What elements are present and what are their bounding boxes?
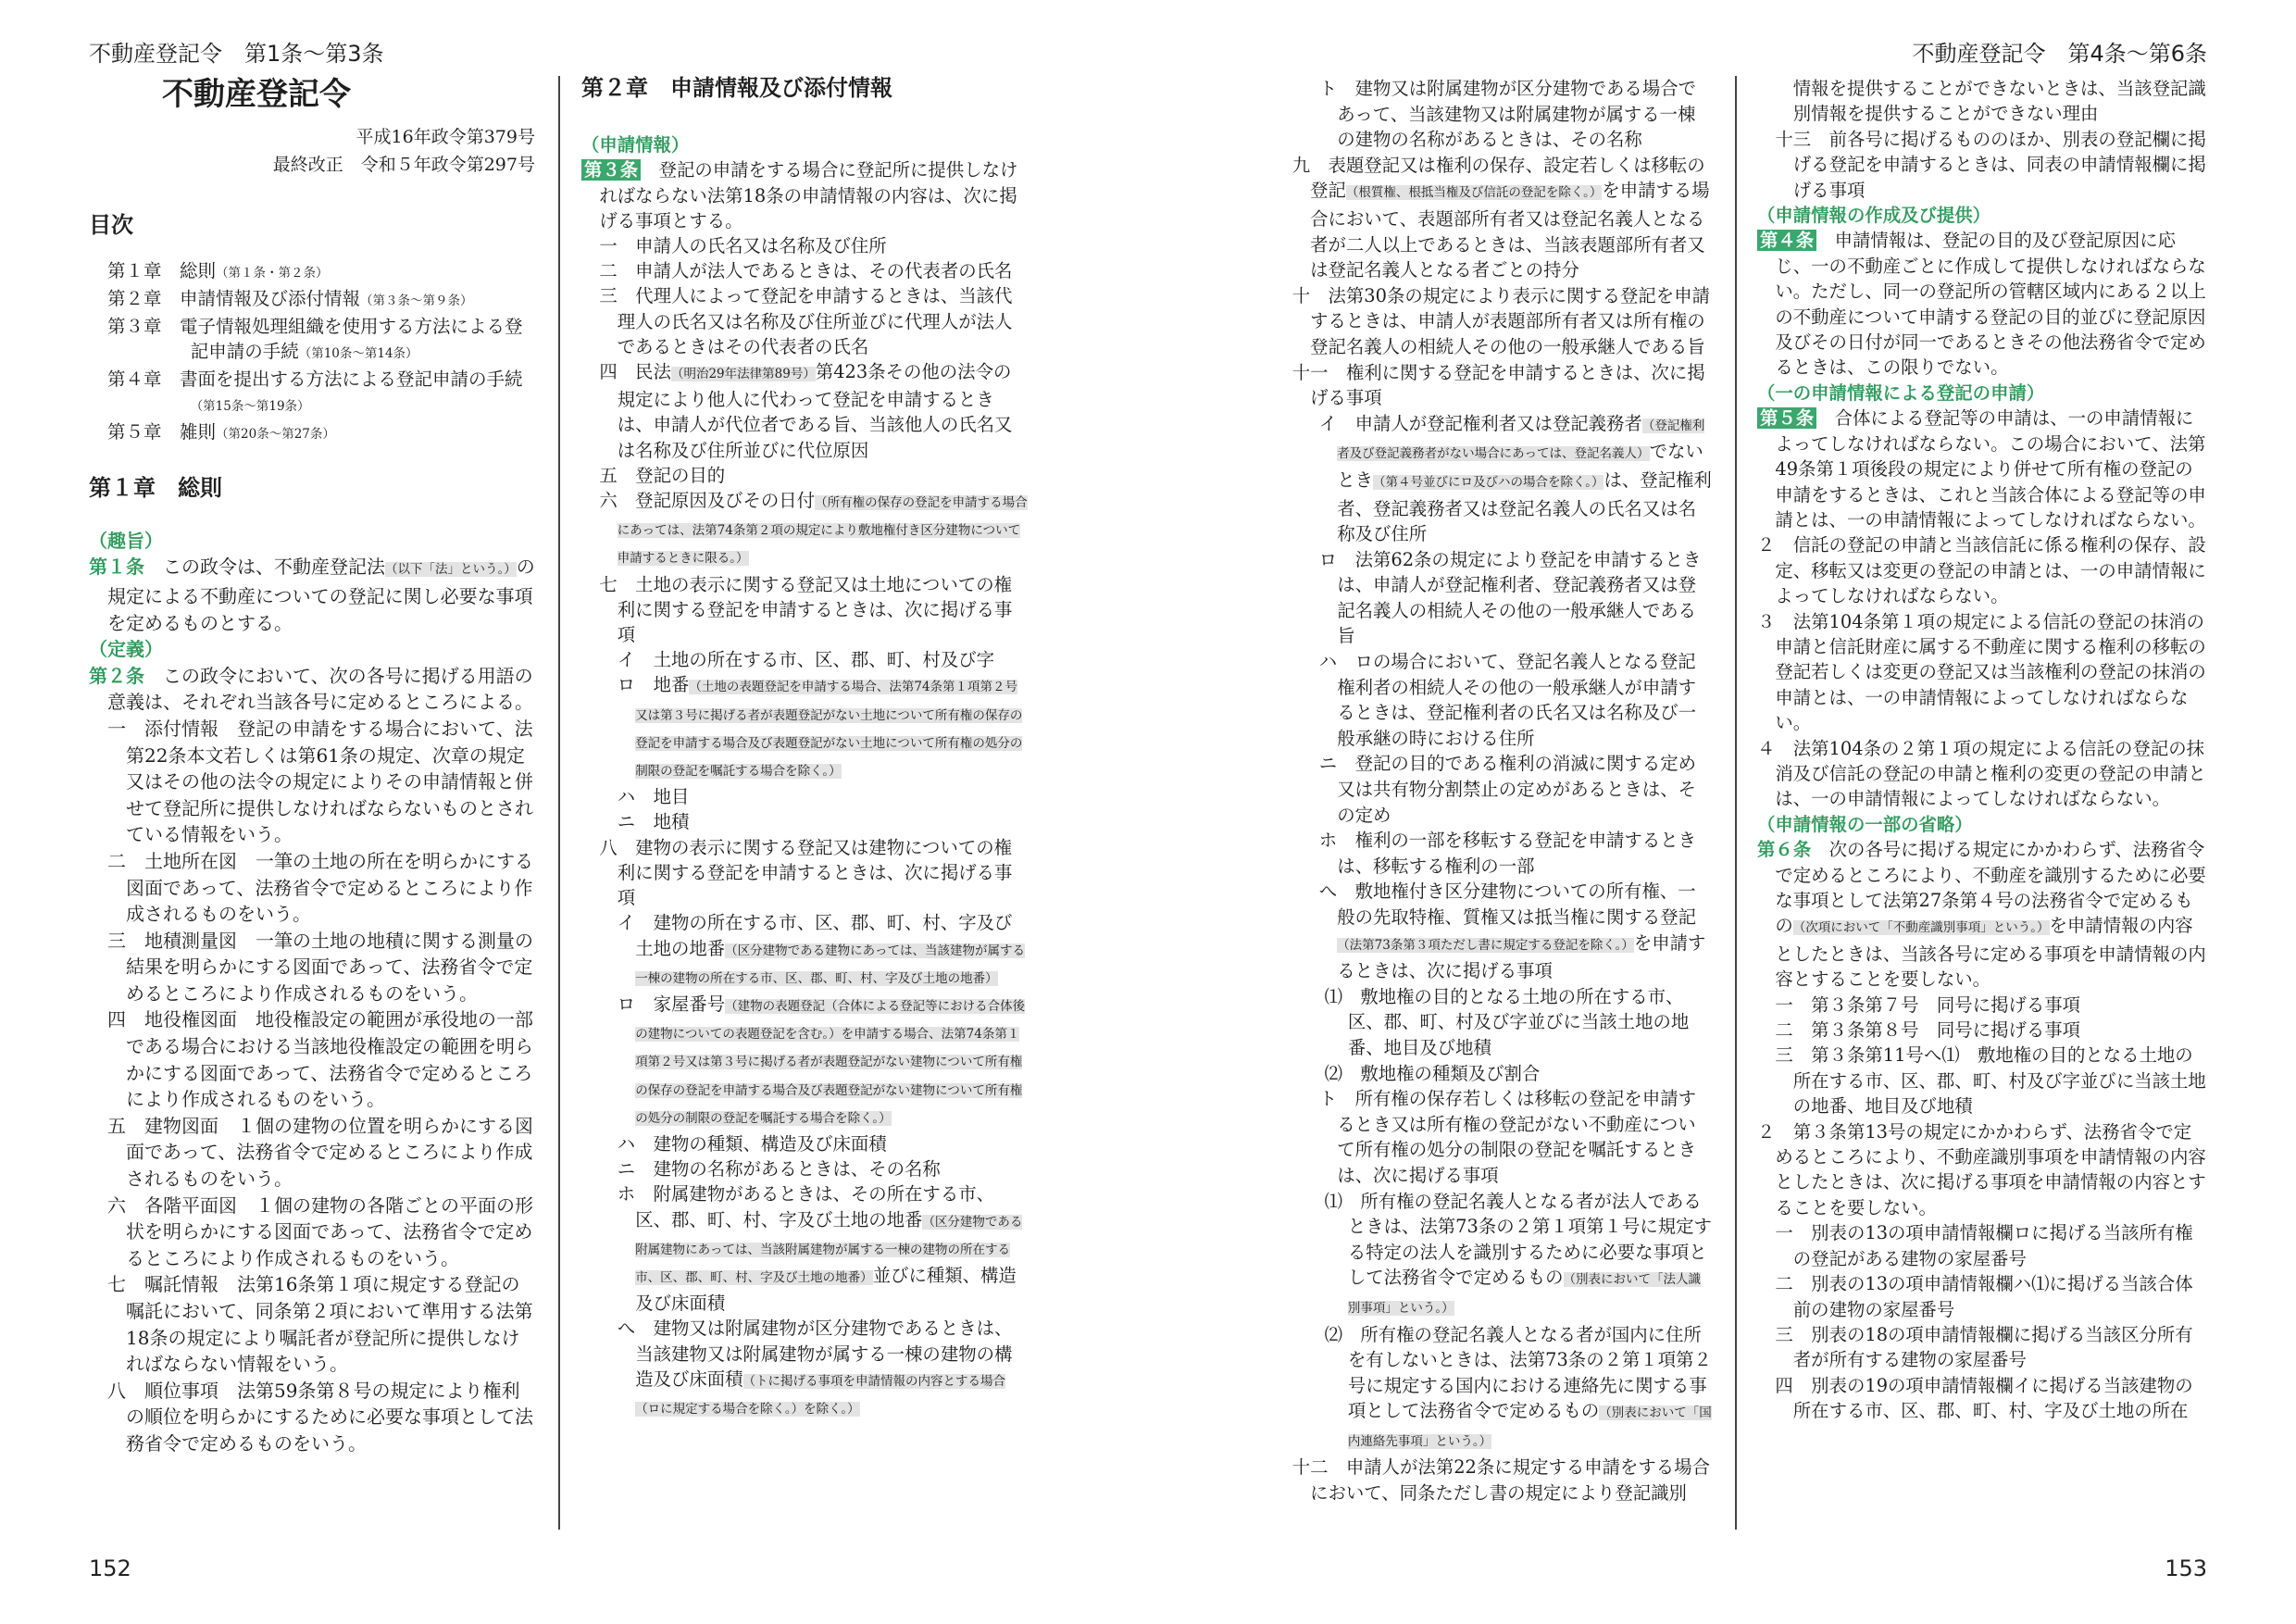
article-3: 第３条 登記の申請をする場合に登記所に提供しなければならない法第18条の申請情報の内容は、次に掲げる事項とする。 <box>581 157 1028 233</box>
paragraph: ３ 法第104条第１項の規定による信託の登記の抹消の申請と信託財産に属する不動産に関する権利の移転の登記若しくは変更の登記又は当該権利の登記の抹消の申請とは、一の申請情報によってしなければならない。 <box>1757 610 2206 734</box>
item: 九 表題登記又は権利の保存、設定若しくは移転の登記（根質権、根抵当権及び信託の登記を除く。）を申請する場合において、表題部所有者又は登記名義人となる者が二人以上であるときは、当該表題部所有者又は登記名義人となる者ごとの持分 <box>1292 154 1710 281</box>
sub-sub-item: ⑵ 所有権の登記名義人となる者が国内に住所を有しないときは、法第73条の２第１項第２号に規定する国内における連絡先に関する事項として法務省令で定めるもの（別表において「国内連絡先事項」という。） <box>1324 1323 1712 1449</box>
article-caption: （定義） <box>89 638 163 661</box>
sub-item: ホ 附属建物があるときは、その所在する市、区、郡、町、村、字及び土地の地番（区分建物である附属建物にあっては、当該附属建物が属する一棟の建物の所在する市、区、郡、町、村、字及び土地の地番）並びに種類、構造及び床面積 <box>617 1183 1023 1315</box>
sub-item: へ 敷地権付き区分建物についての所有権、一般の先取特権、質権又は抵当権に関する登記（法第73条第３項ただし書に規定する登記を除く。）を申請するときは、次に掲げる事項 <box>1318 881 1706 982</box>
definition-item: 二 土地所在図 一筆の土地の所在を明らかにする図面であって、法務省令で定めるところにより作成されるものをいう。 <box>107 849 533 926</box>
column-3 <box>1283 76 1713 1506</box>
article-2: 第２条 この政令において、次の各号に掲げる用語の意義は、それぞれ当該各号に定めるところによる。 <box>89 664 533 714</box>
item: 十二 申請人が法第22条に規定する申請をする場合において、同条ただし書の規定により登記識別 <box>1292 1456 1710 1505</box>
item: 六 登記原因及びその日付（所有権の保存の登記を申請する場合にあっては、法第74条第２項の規定により敷地権付き区分建物について申請するときに限る。） <box>599 490 1028 567</box>
item: 三 第３条第11号へ⑴ 敷地権の目的となる土地の所在する市、区、郡、町、村及び字並びに当該土地の地番、地目及び地積 <box>1775 1044 2206 1118</box>
item: 四 民法（明治29年法律第89号）第423条その他の法令の規定により他人に代わって登記を申請するときは、申請人が代位者である旨、当該他人の氏名又は名称及び住所並びに代位原因 <box>599 361 1013 461</box>
last-amendment: 最終改正 令和５年政令第297号 <box>272 154 535 175</box>
page-number-right: 153 <box>2165 1555 2207 1581</box>
column-2 <box>581 76 1028 1422</box>
item: 三 別表の18の項申請情報欄に掲げる当該区分所有者が所有する建物の家屋番号 <box>1775 1323 2193 1371</box>
table-of-contents <box>89 258 535 447</box>
article-4: 第４条 申請情報は、登記の目的及び登記原因に応じ、一の不動産ごとに作成して提供しなければならない。ただし、同一の登記所の管轄区域内にある２以上の不動産について申請する登記の目的並びに登記原因及びその日付が同一であるときその他法務省令で定めるときは、この限りでない。 <box>1757 228 2207 380</box>
article-number: 第１条 <box>89 556 144 579</box>
enactment-number: 平成16年政令第379号 <box>356 126 535 147</box>
sub-item: ニ 登記の目的である権利の消滅に関する定め又は共有物分割禁止の定めがあるときは、その定め <box>1318 753 1696 826</box>
sub-item: へ 建物又は附属建物が区分建物であるときは、当該建物又は附属建物が属する一棟の建物の構造及び床面積（トに掲げる事項を申請情報の内容とする場合（ロに規定する場合を除く。）を除く。） <box>617 1318 1013 1417</box>
enactment-meta <box>89 123 535 179</box>
definition-item: 三 地積測量図 一筆の土地の地積に関する測量の結果を明らかにする図面であって、法務省令で定めるところにより作成されるものをいう。 <box>107 929 533 1005</box>
sub-item: ロ 法第62条の規定により登記を申請するときは、申請人が登記権利者、登記義務者又は登記名義人の相続人その他の一般承継人である旨 <box>1318 548 1702 647</box>
toc-heading: 目次 <box>89 211 133 238</box>
sub-sub-item: ⑴ 所有権の登記名義人となる者が法人であるときは、法第73条の２第１項第１号に規定する特定の法人を識別するために必要な事項として法務省令で定めるもの（別表において「法人識別事項」という。） <box>1324 1190 1712 1316</box>
item: 一 別表の13の項申請情報欄ロに掲げる当該所有権の登記がある建物の家屋番号 <box>1775 1222 2193 1269</box>
column-divider-2 <box>1735 76 1737 1530</box>
item: 二 申請人が法人であるときは、その代表者の氏名 <box>599 260 1013 282</box>
sub-item: イ 土地の所在する市、区、郡、町、村及び字 <box>617 649 994 671</box>
sub-item: ニ 地積 <box>617 811 690 833</box>
item: 五 登記の目的 <box>599 464 726 486</box>
item: 十 法第30条の規定により表示に関する登記を申請するときは、申請人が表題部所有者又は所有権の登記名義人の相続人その他の一般承継人である旨 <box>1292 284 1710 357</box>
sub-item: ト 建物又は附属建物が区分建物である場合であって、当該建物又は附属建物が属する一棟の建物の名称があるときは、その名称 <box>1318 78 1696 151</box>
toc-item[interactable]: 第３章 電子情報処理組織を使用する方法による登記申請の手続（第10条〜第14条） <box>107 316 523 363</box>
definition-item: 五 建物図面 １個の建物の位置を明らかにする図面であって、法務省令で定めるところにより作成されるものをいう。 <box>107 1114 533 1191</box>
item: 十三 前各号に掲げるもののほか、別表の登記欄に掲げる登記を申請するときは、同表の申請情報欄に掲げる事項 <box>1775 128 2206 201</box>
chapter-heading: 第２章 申請情報及び添付情報 <box>581 75 892 101</box>
article-number: 第５条 <box>1757 407 1816 429</box>
article-1: 第１条 この政令は、不動産登記法（以下「法」という。）の規定による不動産についての登記に関し必要な事項を定めるものとする。 <box>89 556 535 634</box>
definition-item: 一 添付情報 登記の申請をする場合において、法第22条本文若しくは第61条の規定、次章の規定又はその他の法令の規定によりその申請情報と併せて登記所に提供しなければならないものとされている情報をいう。 <box>107 717 533 846</box>
paragraph: ２ 信託の登記の申請と当該信託に係る権利の保存、設定、移転又は変更の登記の申請とは、一の申請情報によってしなければならない。 <box>1757 534 2206 607</box>
definition-item: 六 各階平面図 １個の建物の各階ごとの平面の形状を明らかにする図面であって、法務省令で定めるところにより作成されるものをいう。 <box>107 1193 533 1269</box>
item: 十一 権利に関する登記を申請するときは、次に掲げる事項 <box>1292 361 1705 409</box>
article-caption: （申請情報の作成及び提供） <box>1757 205 1991 227</box>
running-header-right: 不動産登記令 第4条〜第6条 <box>1912 41 2207 67</box>
item: 四 別表の19の項申請情報欄イに掲げる当該建物の所在する市、区、郡、町、村、字及び土地の所在 <box>1775 1374 2193 1422</box>
column-1 <box>89 76 535 1457</box>
sub-item: ロ 地番（土地の表題登記を申請する場合、法第74条第１項第２号又は第３号に掲げる者が表題登記がない土地について所有権の保存の登記を申請する場合及び表題登記がない土地について所有権の処分の制限の登記を嘱託する場合を除く。） <box>617 674 1023 780</box>
definition-item: 八 順位事項 法第59条第８号の規定により権利の順位を明らかにするために必要な事項として法務省令で定めるものをいう。 <box>107 1379 533 1455</box>
sub-item: ニ 建物の名称があるときは、その名称 <box>617 1158 941 1181</box>
toc-item[interactable]: 第５章 雑則（第20条〜第27条） <box>107 421 335 443</box>
article-6: 第６条 次の各号に掲げる規定にかかわらず、法務省令で定めるところにより、不動産を識別するために必要な事項として法第27条第４号の法務省令で定めるもの（次項において「不動産識別事項」という。）を申請情報の内容としたときは、当該各号に定める事項を申請情報の内容とすることを要しない。 <box>1757 839 2206 991</box>
toc-item[interactable]: 第４章 書面を提出する方法による登記申請の手続（第15条〜第19条） <box>107 369 523 415</box>
paragraph: ２ 第３条第13号の規定にかかわらず、法務省令で定めるところにより、不動産識別事項を申請情報の内容としたときは、次に掲げる事項を申請情報の内容とすることを要しない。 <box>1757 1120 2206 1218</box>
sub-item: ロ 家屋番号（建物の表題登記（合体による登記等における合体後の建物についての表題登記を含む。）を申請する場合、法第74条第１項第２号又は第３号に掲げる者が表題登記がない建物について所有権の保存の登記を申請する場合及び表題登記がない建物について所有権の処分の制限の登記を嘱託する場合を除く。） <box>617 993 1026 1126</box>
sub-item: イ 建物の所在する市、区、郡、町、村、字及び土地の地番（区分建物である建物にあっては、当該建物が属する一棟の建物の所在する市、区、郡、町、村、字及び土地の地番） <box>617 912 1026 986</box>
definition-item: 四 地役権図面 地役権設定の範囲が承役地の一部である場合における当該地役権設定の範囲を明らかにする図面であって、法務省令で定めるところにより作成されるものをいう。 <box>107 1008 533 1111</box>
article-number: 第６条 <box>1757 839 1812 861</box>
article-number: 第３条 <box>581 159 641 181</box>
sub-sub-item: ⑴ 敷地権の目的となる土地の所在する市、区、郡、町、村及び字並びに当該土地の地番、地目及び地積 <box>1324 985 1690 1058</box>
running-header-left: 不動産登記令 第1条〜第3条 <box>89 41 384 67</box>
item-continued: 情報を提供することができないときは、当該登記識別情報を提供することができない理由 <box>1792 78 2206 125</box>
item: 七 土地の表示に関する登記又は土地についての権利に関する登記を申請するときは、次に掲げる事項 <box>599 573 1013 646</box>
sub-item: ハ 地目 <box>617 786 690 808</box>
item: 三 代理人によって登記を申請するときは、当該代理人の氏名又は名称及び住所並びに代理人が法人であるときはその代表者の氏名 <box>599 285 1013 357</box>
column-divider-1 <box>558 76 560 1530</box>
sub-sub-item: ⑵ 敷地権の種類及び割合 <box>1324 1062 1541 1084</box>
article-caption: （申請情報の一部の省略） <box>1757 813 1973 835</box>
article-caption: （趣旨） <box>89 529 163 552</box>
sub-item: イ 申請人が登記権利者又は登記義務者（登記権利者及び登記義務者がない場合にあっては、登記名義人）でないとき（第４号並びにロ及びハの場合を除く。）は、登記権利者、登記義務者又は登記名義人の氏名又は名称及び住所 <box>1318 412 1712 545</box>
article-caption: （一の申請情報による登記の申請） <box>1757 381 2045 404</box>
toc-item[interactable]: 第１章 総則（第１条・第２条） <box>107 260 329 282</box>
sub-item: ハ ロの場合において、登記名義人となる登記権利者の相続人その他の一般承継人が申請するときは、登記権利者の氏名又は名称及び一般承継の時における住所 <box>1318 651 1696 749</box>
chapter-heading: 第１章 総則 <box>89 475 222 502</box>
item: 二 別表の13の項申請情報欄ハ⑴に掲げる当該合体前の建物の家屋番号 <box>1775 1273 2193 1320</box>
definition-item: 七 嘱託情報 法第16条第１項に規定する登記の嘱託において、同条第２項において準用する法第18条の規定により嘱託者が登記所に提供しなければならない情報をいう。 <box>107 1273 533 1376</box>
paragraph: ４ 法第104条の２第１項の規定による信託の登記の抹消及び信託の登記の申請と権利の変更の登記の申請とは、一の申請情報によってしなければならない。 <box>1757 737 2206 810</box>
item: 二 第３条第８号 同号に掲げる事項 <box>1775 1019 2081 1042</box>
sub-item: ハ 建物の種類、構造及び床面積 <box>617 1132 887 1155</box>
column-4 <box>1757 76 2207 1424</box>
article-5: 第５条 合体による登記等の申請は、一の申請情報によってしなければならない。この場合において、法第49条第１項後段の規定により併せて所有権の登記の申請をするときは、これと当該合体による登記等の申請とは、一の申請情報によってしなければならない。 <box>1757 406 2207 532</box>
item: 一 第３条第７号 同号に掲げる事項 <box>1775 993 2081 1016</box>
article-number: 第２条 <box>89 664 144 687</box>
article-number: 第４条 <box>1757 230 1816 251</box>
page-number-left: 152 <box>89 1555 131 1581</box>
toc-item[interactable]: 第２章 申請情報及び添付情報（第３条〜第９条） <box>107 288 473 310</box>
sub-item: ト 所有権の保存若しくは移転の登記を申請するとき又は所有権の登記がない不動産について所有権の処分の制限の登記を嘱託するときは、次に掲げる事項 <box>1318 1088 1696 1186</box>
document-title: 不動産登記令 <box>162 76 351 113</box>
item: 一 申請人の氏名又は名称及び住所 <box>599 235 887 257</box>
sub-item: ホ 権利の一部を移転する登記を申請するときは、移転する権利の一部 <box>1318 830 1696 877</box>
item: 八 建物の表示に関する登記又は建物についての権利に関する登記を申請するときは、次に掲げる事項 <box>599 836 1013 909</box>
article-caption: （申請情報） <box>581 134 690 156</box>
